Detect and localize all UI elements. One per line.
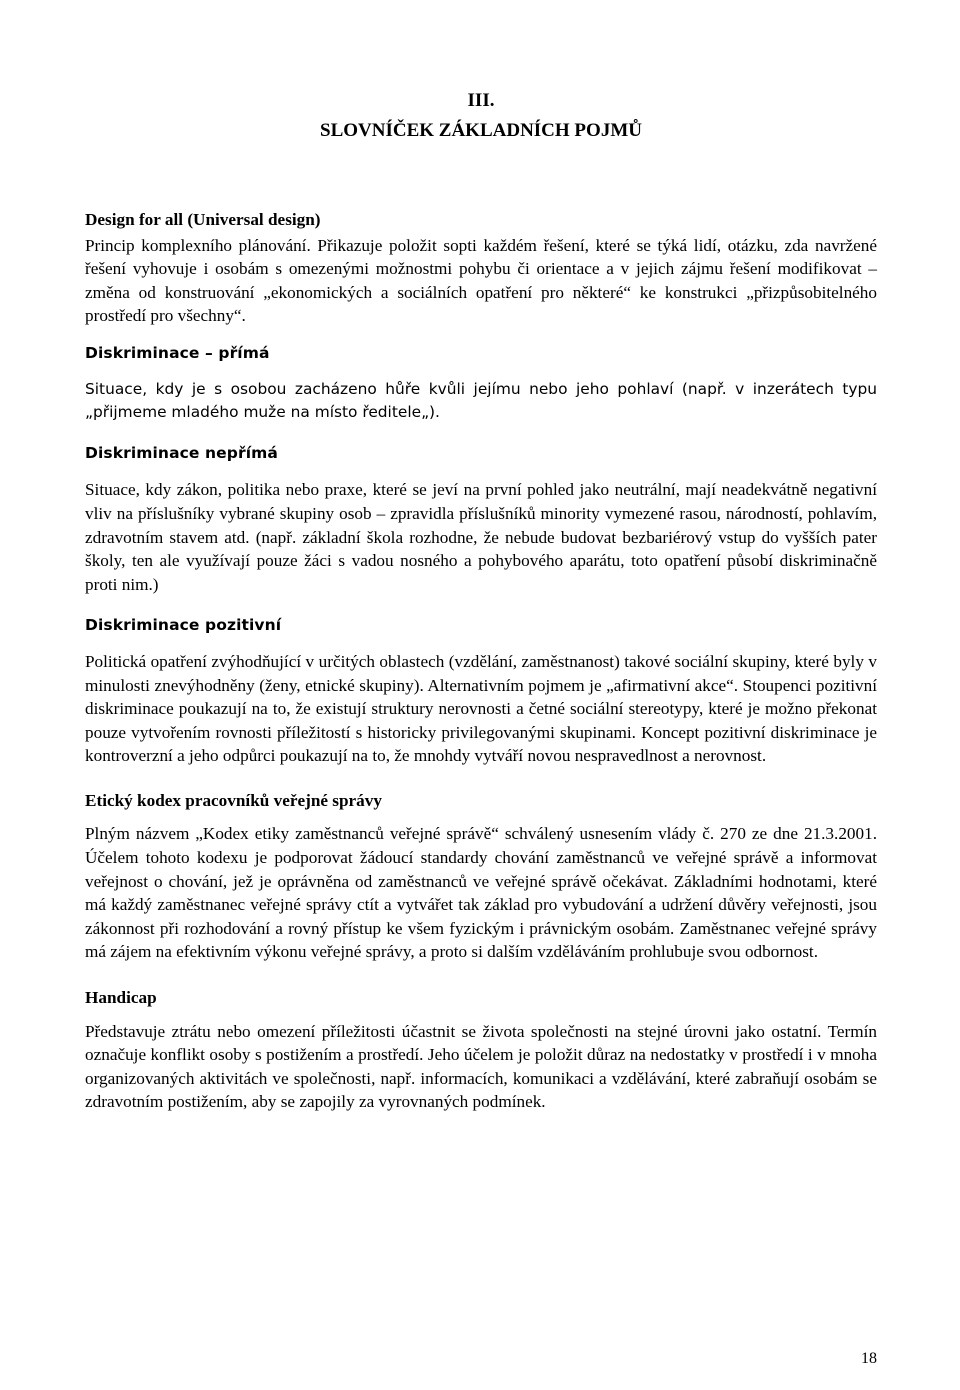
- document-page: [85, 0, 877, 1390]
- term-diskriminace-neprima: Diskriminace nepřímá: [85, 443, 278, 462]
- definition-handicap: Představuje ztrátu nebo omezení příležitosti účastnit se života společnosti na stejné úrovni jako ostatní. Termín označuje konflikt osoby s postižením a prostředí. Jeho účelem je položit důraz na nedostatky v prostředí i v mnoha organizovaných aktivitách ve společnosti, např. informacích, komunikaci a vzdělávání, které zabraňují osobám se zdravotním postižením, aby se zapojily za vyrovnaných podmínek.: [85, 1021, 877, 1112]
- chapter-heading: [85, 86, 877, 146]
- page-number: 18: [861, 1350, 877, 1367]
- definition-eticky-kodex: Plným názvem „Kodex etiky zaměstnanců veřejné správě“ schválený usnesením vlády č. 270 ze dne 21.3.2001. Účelem tohoto kodexu je podporovat žádoucí standardy chování zaměstnanců ve veřejné správě a informovat veřejnost o chování, jež je oprávněna od zaměstnanců ve veřejné správě očekávat. Základními hodnotami, které má každý zaměstnanec veřejné správy ctít a vytvářet tak základ pro vybudování a udržení důvěry veřejnosti, jsou zákonnost při rozhodování a rovný přístup ke všem fyzickým i právnickým osobám. Zaměstnanec veřejné správy má zájem na efektivním výkonu veřejné správy, a proto si dalším vzděláváním prohlubuje svou odbornost.: [85, 824, 877, 962]
- term-diskriminace-pozitivni: Diskriminace pozitivní: [85, 616, 282, 635]
- definition-diskriminace-pozitivni: Politická opatření zvýhodňující v určitých oblastech (vzdělání, zaměstnanost) takové sociální skupiny, které byly v minulosti znevýhodněny (ženy, etnické skupiny). Alternativním pojmem je „afirmativní akce“. Stoupenci pozitivní diskriminace poukazují na to, že existují struktury nerovnosti a četné sociální stereotypy, které je možno překonat pouze vytvořením rovnosti příležitostí s historicky privilegovanými skupinami. Koncept pozitivní diskriminace je kontroverzní a jeho odpůrci poukazují na to, že mnohdy vytváří novou nespravedlnost a nerovnost.: [85, 651, 877, 766]
- definition-diskriminace-prima: Situace, kdy je s osobou zacházeno hůře kvůli jejímu nebo jeho pohlaví (např. v inzerátech typu „přijmeme mladého muže na místo ředitele„).: [85, 379, 877, 422]
- term-diskriminace-prima: Diskriminace – přímá: [85, 343, 270, 362]
- chapter-title: SLOVNÍČEK ZÁKLADNÍCH POJMŮ: [320, 120, 642, 141]
- definition-design-for-all: Princip komplexního plánování. Přikazuje položit sopti každém řešení, které se týká lidí, otázku, zda navržené řešení vyhovuje i osobám s omezenými možnostmi pohybu či orientace a v jejich zájmu řešení modifikovat – změna od konstruování „ekonomických a sociálních opatření pro některé“ ke konstrukci „přizpůsobitelného prostředí pro všechny“.: [85, 235, 877, 326]
- term-handicap: Handicap: [85, 988, 157, 1008]
- term-eticky-kodex: Etický kodex pracovníků veřejné správy: [85, 790, 382, 810]
- definition-diskriminace-neprima: Situace, kdy zákon, politika nebo praxe, které se jeví na první pohled jako neutrální, mají neadekvátně negativní vliv na příslušníky vybrané skupiny osob – zpravidla příslušníků minority vymezené rasou, národností, pohlavím, zdravotním stavem atd. (např. základní škola rozhodne, že nebude budovat bezbariérový vstup do vyšších pater školy, ten ale využívají pouze žáci s vadou nosného a pohybového aparátu, toto opatření působí diskriminačně proti nim.): [85, 480, 877, 594]
- glossary-body: [85, 208, 877, 1114]
- term-design-for-all: Design for all (Universal design): [85, 210, 321, 229]
- chapter-number: III.: [467, 90, 495, 111]
